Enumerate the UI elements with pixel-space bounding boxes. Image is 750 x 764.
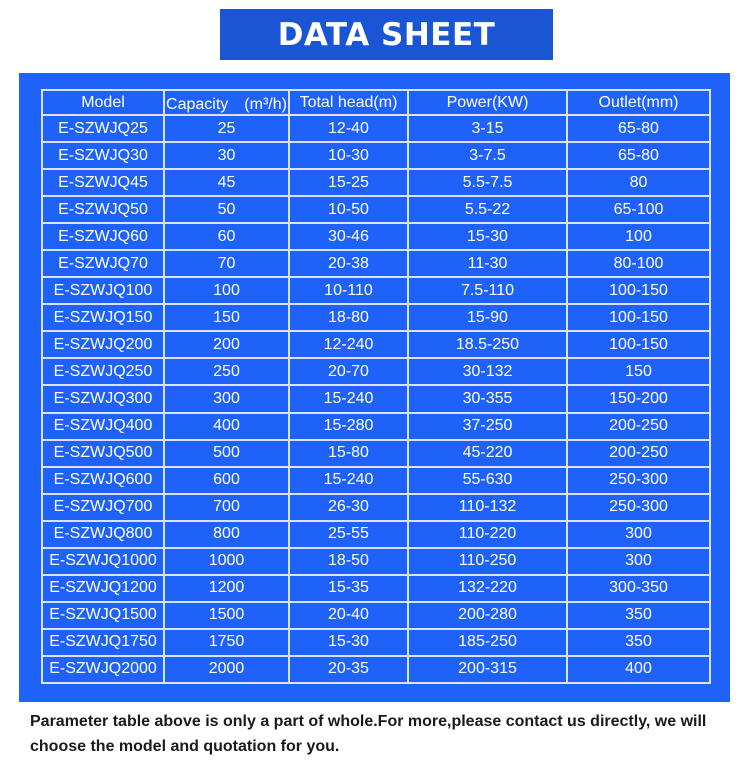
cell-outlet: 300 xyxy=(567,521,710,548)
cell-power: 45-220 xyxy=(408,440,567,467)
cell-total-head: 15-280 xyxy=(289,413,408,440)
cell-power: 30-132 xyxy=(408,358,567,385)
cell-total-head: 20-35 xyxy=(289,656,408,683)
cell-model: E-SZWJQ1750 xyxy=(42,629,164,656)
cell-total-head: 26-30 xyxy=(289,494,408,521)
cell-power: 200-280 xyxy=(408,602,567,629)
table-body xyxy=(42,115,710,683)
table-row xyxy=(42,169,710,196)
cell-total-head: 15-35 xyxy=(289,575,408,602)
cell-total-head: 10-50 xyxy=(289,196,408,223)
table-row xyxy=(42,223,710,250)
cell-outlet: 100-150 xyxy=(567,331,710,358)
cell-capacity: 45 xyxy=(164,169,289,196)
table-row xyxy=(42,277,710,304)
cell-capacity: 1500 xyxy=(164,602,289,629)
cell-total-head: 15-240 xyxy=(289,467,408,494)
column-header-total-head: Total head(m) xyxy=(289,90,408,115)
table-row xyxy=(42,115,710,142)
cell-capacity: 600 xyxy=(164,467,289,494)
cell-outlet: 65-80 xyxy=(567,115,710,142)
cell-total-head: 10-110 xyxy=(289,277,408,304)
table-row xyxy=(42,494,710,521)
cell-total-head: 20-40 xyxy=(289,602,408,629)
cell-model: E-SZWJQ60 xyxy=(42,223,164,250)
cell-power: 200-315 xyxy=(408,656,567,683)
cell-power: 55-630 xyxy=(408,467,567,494)
cell-power: 110-250 xyxy=(408,548,567,575)
cell-capacity: 800 xyxy=(164,521,289,548)
cell-capacity: 1750 xyxy=(164,629,289,656)
cell-model: E-SZWJQ600 xyxy=(42,467,164,494)
cell-power: 3-15 xyxy=(408,115,567,142)
cell-outlet: 150 xyxy=(567,358,710,385)
cell-capacity: 300 xyxy=(164,385,289,412)
cell-total-head: 18-50 xyxy=(289,548,408,575)
cell-total-head: 20-70 xyxy=(289,358,408,385)
cell-capacity: 30 xyxy=(164,142,289,169)
cell-outlet: 400 xyxy=(567,656,710,683)
table-row xyxy=(42,548,710,575)
cell-power: 110-220 xyxy=(408,521,567,548)
table-row xyxy=(42,413,710,440)
cell-total-head: 12-40 xyxy=(289,115,408,142)
table-panel xyxy=(19,73,730,702)
cell-power: 5.5-22 xyxy=(408,196,567,223)
cell-capacity: 50 xyxy=(164,196,289,223)
footer-note: Parameter table above is only a part of whole.For more,please contact us directly, we will choose the model and quotation for you. xyxy=(30,713,707,755)
cell-capacity: 700 xyxy=(164,494,289,521)
cell-model: E-SZWJQ100 xyxy=(42,277,164,304)
spec-table xyxy=(41,89,711,684)
table-row xyxy=(42,467,710,494)
column-header-power: Power(KW) xyxy=(408,90,567,115)
cell-outlet: 300 xyxy=(567,548,710,575)
table-row xyxy=(42,440,710,467)
table-row xyxy=(42,331,710,358)
cell-total-head: 18-80 xyxy=(289,304,408,331)
cell-model: E-SZWJQ1200 xyxy=(42,575,164,602)
cell-total-head: 25-55 xyxy=(289,521,408,548)
cell-model: E-SZWJQ500 xyxy=(42,440,164,467)
cell-capacity: 60 xyxy=(164,223,289,250)
cell-model: E-SZWJQ50 xyxy=(42,196,164,223)
cell-model: E-SZWJQ150 xyxy=(42,304,164,331)
cell-model: E-SZWJQ300 xyxy=(42,385,164,412)
cell-model: E-SZWJQ45 xyxy=(42,169,164,196)
cell-capacity: 400 xyxy=(164,413,289,440)
cell-power: 185-250 xyxy=(408,629,567,656)
cell-power: 5.5-7.5 xyxy=(408,169,567,196)
cell-total-head: 15-30 xyxy=(289,629,408,656)
cell-power: 7.5-110 xyxy=(408,277,567,304)
cell-outlet: 100-150 xyxy=(567,304,710,331)
cell-power: 15-90 xyxy=(408,304,567,331)
cell-total-head: 12-240 xyxy=(289,331,408,358)
table-row xyxy=(42,142,710,169)
cell-capacity: 250 xyxy=(164,358,289,385)
column-header-outlet: Outlet(mm) xyxy=(567,90,710,115)
cell-capacity: 25 xyxy=(164,115,289,142)
cell-capacity: 70 xyxy=(164,250,289,277)
table-row xyxy=(42,250,710,277)
cell-outlet: 200-250 xyxy=(567,413,710,440)
cell-capacity: 500 xyxy=(164,440,289,467)
cell-power: 3-7.5 xyxy=(408,142,567,169)
cell-total-head: 15-80 xyxy=(289,440,408,467)
cell-model: E-SZWJQ70 xyxy=(42,250,164,277)
header-banner xyxy=(220,9,553,60)
column-header-capacity: Capacity (m³/h) xyxy=(164,90,289,115)
cell-capacity: 1000 xyxy=(164,548,289,575)
cell-outlet: 250-300 xyxy=(567,467,710,494)
cell-power: 132-220 xyxy=(408,575,567,602)
table-row xyxy=(42,656,710,683)
cell-outlet: 300-350 xyxy=(567,575,710,602)
cell-capacity: 1200 xyxy=(164,575,289,602)
cell-outlet: 65-100 xyxy=(567,196,710,223)
cell-outlet: 65-80 xyxy=(567,142,710,169)
cell-outlet: 250-300 xyxy=(567,494,710,521)
cell-model: E-SZWJQ700 xyxy=(42,494,164,521)
column-header-model: Model xyxy=(42,90,164,115)
cell-total-head: 10-30 xyxy=(289,142,408,169)
table-row xyxy=(42,358,710,385)
table-row xyxy=(42,385,710,412)
cell-outlet: 100 xyxy=(567,223,710,250)
cell-capacity: 150 xyxy=(164,304,289,331)
cell-outlet: 200-250 xyxy=(567,440,710,467)
cell-model: E-SZWJQ25 xyxy=(42,115,164,142)
cell-model: E-SZWJQ250 xyxy=(42,358,164,385)
cell-model: E-SZWJQ400 xyxy=(42,413,164,440)
table-row xyxy=(42,602,710,629)
cell-capacity: 100 xyxy=(164,277,289,304)
cell-model: E-SZWJQ1000 xyxy=(42,548,164,575)
cell-outlet: 100-150 xyxy=(567,277,710,304)
table-header-row xyxy=(42,90,710,115)
cell-power: 110-132 xyxy=(408,494,567,521)
cell-power: 15-30 xyxy=(408,223,567,250)
table-row xyxy=(42,575,710,602)
table-row xyxy=(42,629,710,656)
cell-power: 11-30 xyxy=(408,250,567,277)
cell-outlet: 350 xyxy=(567,602,710,629)
cell-model: E-SZWJQ2000 xyxy=(42,656,164,683)
table-row xyxy=(42,196,710,223)
cell-model: E-SZWJQ800 xyxy=(42,521,164,548)
cell-model: E-SZWJQ30 xyxy=(42,142,164,169)
cell-outlet: 150-200 xyxy=(567,385,710,412)
cell-model: E-SZWJQ200 xyxy=(42,331,164,358)
page-title: DATA SHEET xyxy=(277,16,496,53)
cell-total-head: 20-38 xyxy=(289,250,408,277)
cell-capacity: 2000 xyxy=(164,656,289,683)
cell-total-head: 15-240 xyxy=(289,385,408,412)
cell-total-head: 30-46 xyxy=(289,223,408,250)
cell-model: E-SZWJQ1500 xyxy=(42,602,164,629)
cell-outlet: 80 xyxy=(567,169,710,196)
cell-capacity: 200 xyxy=(164,331,289,358)
cell-outlet: 80-100 xyxy=(567,250,710,277)
cell-power: 37-250 xyxy=(408,413,567,440)
cell-outlet: 350 xyxy=(567,629,710,656)
cell-total-head: 15-25 xyxy=(289,169,408,196)
table-row xyxy=(42,304,710,331)
table-row xyxy=(42,521,710,548)
cell-power: 30-355 xyxy=(408,385,567,412)
cell-power: 18.5-250 xyxy=(408,331,567,358)
